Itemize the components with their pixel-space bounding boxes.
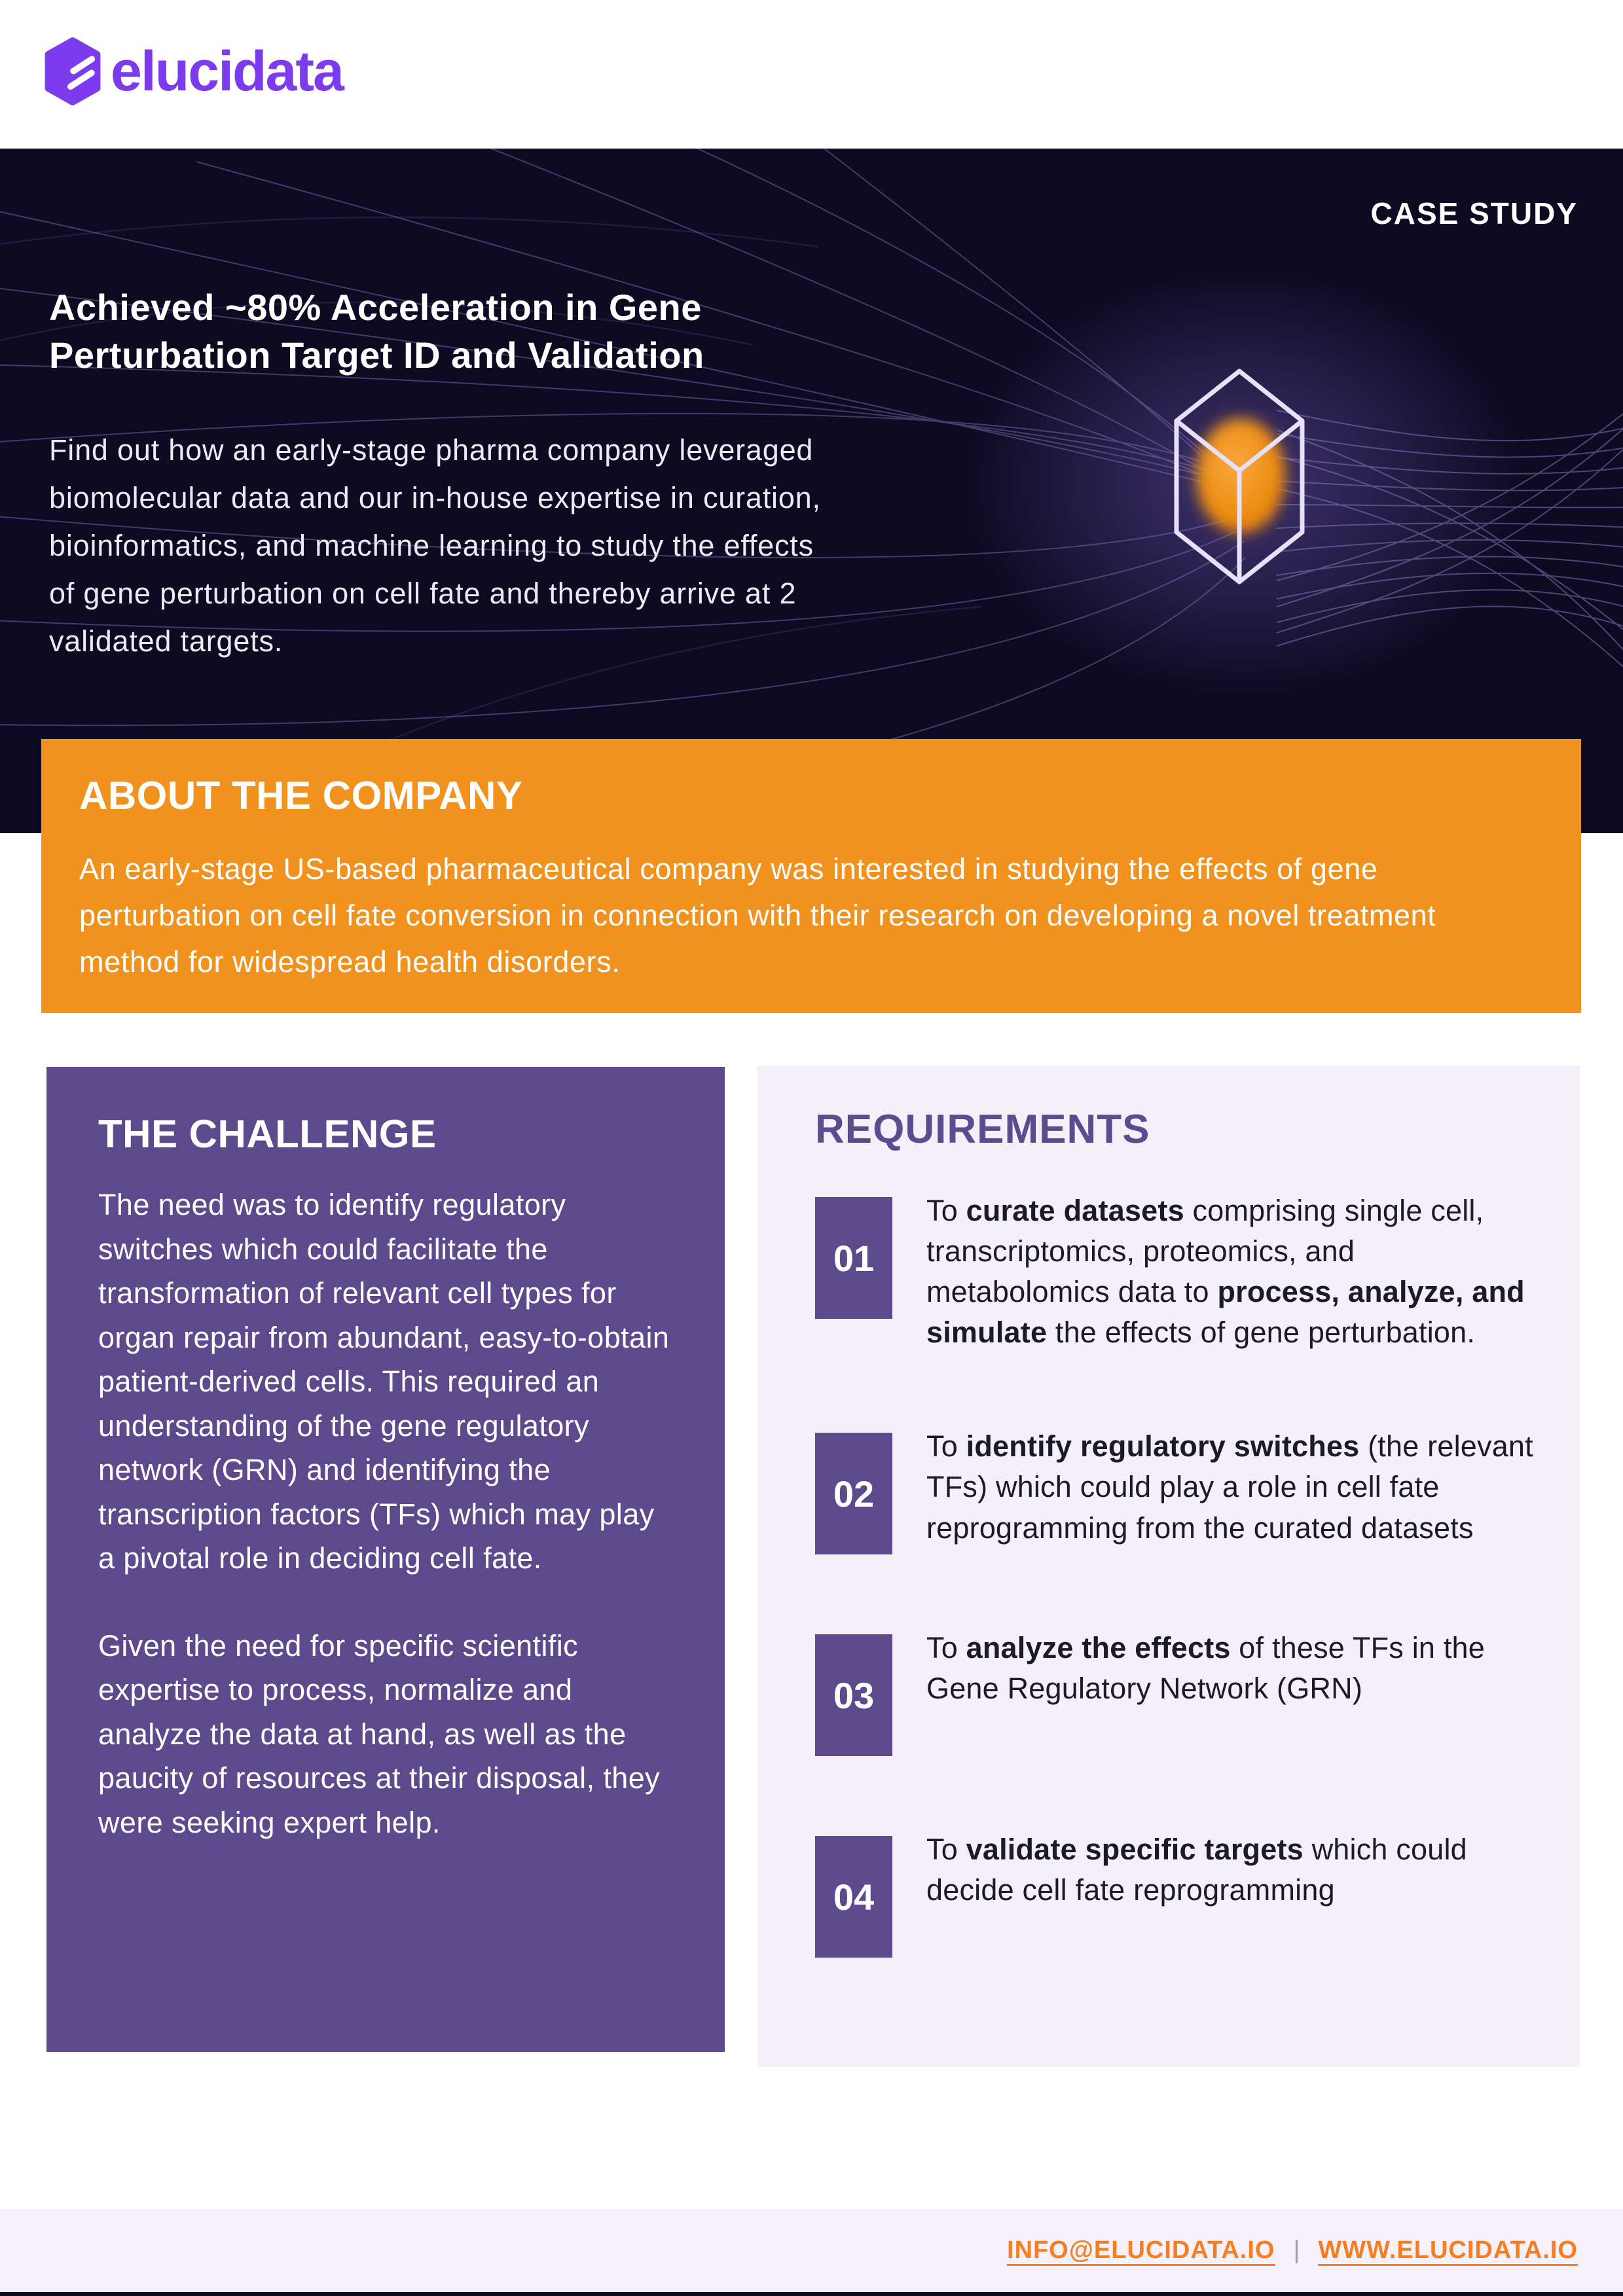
challenge-paragraph-1: The need was to identify regulatory switches which could facilitate the transformation of relevant cell types for organ repair from abundant, easy-to-obtain patient-derived cells. This required an understanding of the gene regulatory network (GRN) and identifying the transcription factors (TFs) which may play a pivotal role in deciding cell fate. [98, 1188, 670, 1575]
requirement-number-badge: 01 [815, 1197, 892, 1319]
requirement-text: To analyze the effects of these TFs in the Gene Regulatory Network (GRN) [926, 1631, 1485, 1706]
top-header [0, 0, 1623, 149]
page-title: Achieved ~80% Acceleration in Gene Perturbation Target ID and Validation [49, 286, 704, 376]
about-heading: ABOUT THE COMPANY [79, 774, 523, 817]
requirement-item [815, 1628, 1554, 1756]
requirements-list [815, 1191, 1554, 1958]
case-study-label: CASE STUDY [1370, 196, 1578, 230]
requirement-text: To identify regulatory switches (the relevant TFs) which could play a role in cell fate reprogramming from the curated datasets [926, 1429, 1533, 1545]
bottom-accent-bar [0, 2292, 1623, 2296]
hero-description: Find out how an early-stage pharma company leveraged biomolecular data and our in-house expertise in curation, bioinformatics, and machine learning to study the effects of gene perturbation on cell fate and thereby arrive at 2 validated targets. [49, 433, 821, 658]
footer [0, 2209, 1623, 2292]
requirement-number-badge: 03 [815, 1634, 892, 1756]
requirements-heading: REQUIREMENTS [815, 1107, 1150, 1152]
requirement-item [815, 1829, 1554, 1958]
requirement-number-badge: 02 [815, 1433, 892, 1554]
challenge-paragraph-2: Given the need for specific scientific expertise to process, normalize and analyze the data at hand, as well as the paucity of resources at their disposal, they were seeking expert help. [98, 1628, 661, 1839]
website-link[interactable]: WWW.ELUCIDATA.IO [1318, 2236, 1578, 2264]
about-company-section [41, 739, 1581, 1013]
requirement-text: To validate specific targets which could decide cell fate reprogramming [926, 1833, 1467, 1907]
about-body: An early-stage US-based pharmaceutical company was interested in studying the effects of gene perturbation on cell fate conversion in connection with their research on developing a novel treatment method for widespread health disorders. [79, 852, 1436, 979]
elucidata-hexagon-icon [41, 31, 104, 111]
requirement-item [815, 1426, 1554, 1554]
footer-separator: | [1293, 2236, 1300, 2264]
hero-section [0, 149, 1623, 833]
logo-wordmark: elucidata [111, 39, 343, 103]
challenge-section [46, 1067, 725, 2052]
requirements-section [757, 1066, 1580, 2067]
challenge-heading: THE CHALLENGE [98, 1112, 437, 1156]
elucidata-logo [41, 31, 343, 111]
email-link[interactable]: INFO@ELUCIDATA.IO [1007, 2236, 1275, 2264]
requirement-item [815, 1191, 1554, 1353]
requirement-text: To curate datasets comprising single cell, transcriptomics, proteomics, and metabolomics data to process, analyze, and simulate the effects of gene perturbation. [926, 1194, 1525, 1350]
requirement-number-badge: 04 [815, 1836, 892, 1958]
